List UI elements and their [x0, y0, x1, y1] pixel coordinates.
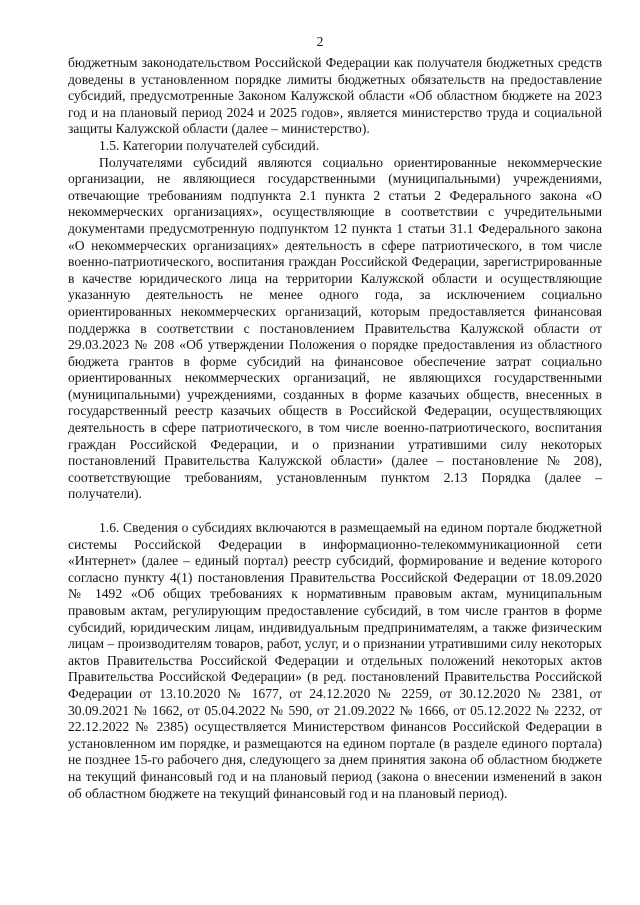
paragraph-subsidy-recipients: Получателями субсидий являются социально ориентированные некоммерческие организации, не являющиеся государственными (муниципальными) учреждениями, отвечающие требованиям подпункта 2.1 пункта 2 статьи 2 Федерального закона «О некоммерческих организациях», осуществляющие в соответствии с учредительными документами предусмотренную подпунктом 12 пункта 1 статьи 31.1 Федерального закона «О некоммерческих организациях» деятельность в сфере патриотического, в том числе военно-патриотического, воспитания граждан Российской Федерации, зарегистрированные в качестве юридического лица на территории Калужской области и осуществляющие указанную деятельность не менее одного года, за исключением социально ориентированных некоммерческих организаций, которым предоставляется финансовая поддержка в соответствии с постановлением Правительства Калужской области от 29.03.2023 № 208 «Об утверждении Положения о порядке предоставления из областного бюджета грантов в форме субсидий на финансовое обеспечение затрат социально ориентированных некоммерческих организаций, не являющихся государственными (муниципальными) учреждениями, созданных в форме казачьих обществ, внесенных в государственный реестр казачьих обществ в Российской Федерации, осуществляющих деятельность в сфере патриотического, в том числе военно-патриотического, воспитания граждан Российской Федерации, и о признании утратившими силу некоторых постановлений Правительства Калужской области» (далее – постановление № 208), соответствующие требованиям, установленным пунктом 2.13 Порядка (далее – получатели).	[68, 154, 602, 502]
paragraph-budget-recipient: бюджетным законодательством Российской Федерации как получателя бюджетных средств доведены в установленном порядке лимиты бюджетных обязательств на предоставление субсидий, предусмотренные Законом Калужской области «Об областном бюджете на 2023 год и на плановый период 2024 и 2025 годов», является министерство труда и социальной защиты Калужской области (далее – министерство).	[68, 55, 602, 137]
page-number: 2	[316, 34, 324, 49]
paragraph-section-1-5-heading: 1.5. Категории получателей субсидий.	[99, 137, 320, 153]
document-body	[68, 55, 602, 802]
paragraph-section-1-6: 1.6. Сведения о субсидиях включаются в размещаемый на едином портале бюджетной системы Российской Федерации в информационно-телекоммуникационной сети «Интернет» (далее – единый портал) реестр субсидий, формирование и ведение которого согласно пункту 4(1) постановления Правительства Российской Федерации от 18.09.2020 № 1492 «Об общих требованиях к нормативным правовым актам, муниципальным правовым актам, регулирующим предоставление субсидий, в том числе грантов в форме субсидий, юридическим лицам, индивидуальным предпринимателям, а также физическим лицам – производителям товаров, работ, услуг, и о признании утратившими силу некоторых актов Правительства Российской Федерации и отдельных положений некоторых актов Правительства Российской Федерации» (в ред. постановлений Правительства Российской Федерации от 13.10.2020 № 1677, от 24.12.2020 № 2259, от 30.12.2020 № 2381, от 30.09.2021 № 1662, от 05.04.2022 № 590, от 21.09.2022 № 1666, от 05.12.2022 № 2232, от 22.12.2022 № 2385) осуществляется Министерством финансов Российской Федерации в установленном им порядке, и размещаются на едином портале (в разделе единого портала) не позднее 15-го рабочего дня, следующего за днем принятия закона об областном бюджете на текущий финансовый год и на плановый период (закона о внесении изменений в закон об областном бюджете на текущий финансовый год и на плановый период).	[68, 520, 602, 801]
